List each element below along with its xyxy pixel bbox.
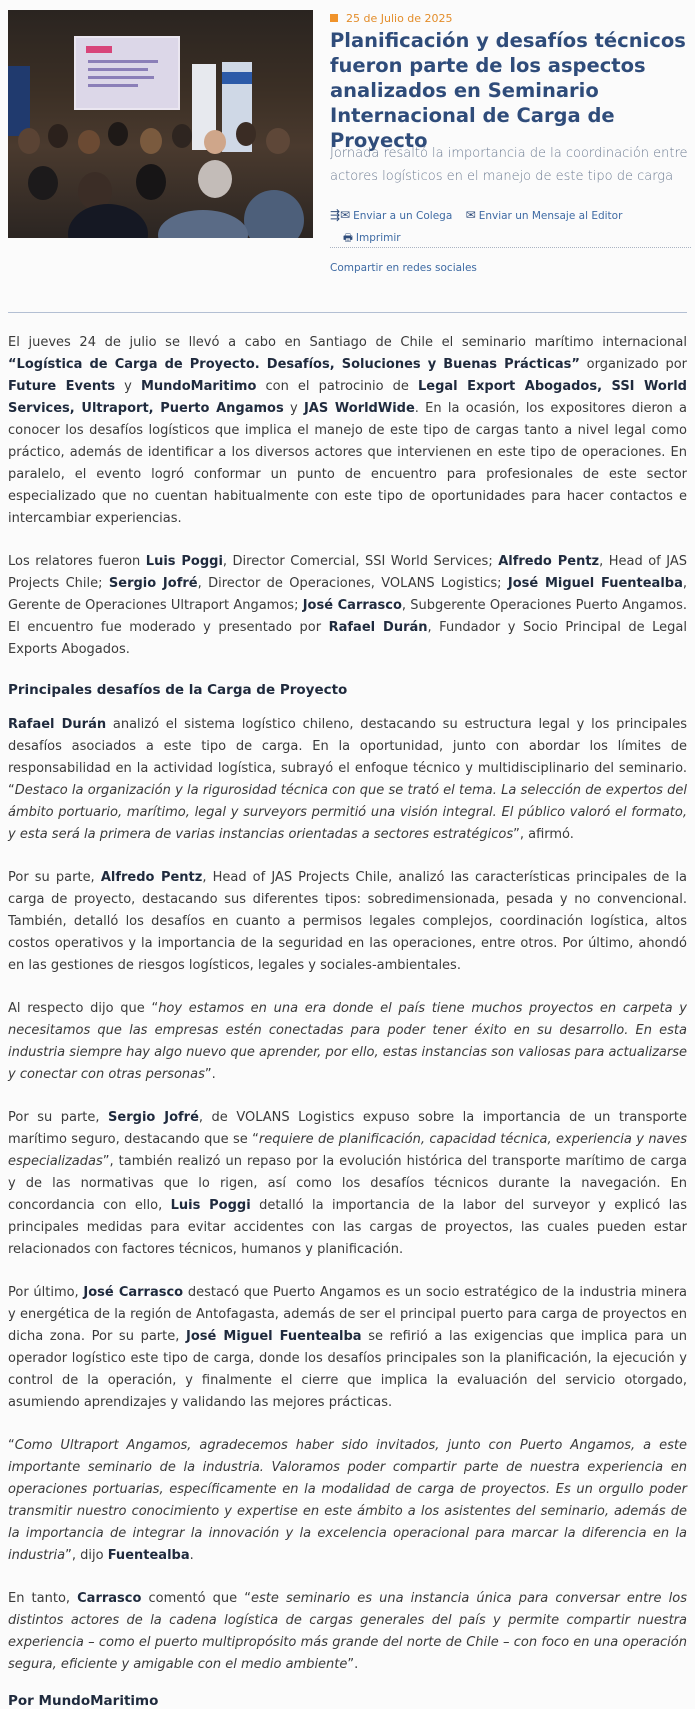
text-run: Al respecto dijo que “	[8, 1001, 159, 1016]
text-run: , Head of JAS Projects Chile;	[8, 554, 687, 591]
bold-text: José Carrasco	[302, 598, 402, 613]
bold-text: José Miguel Fuentealba	[507, 576, 683, 591]
photo-person	[78, 130, 100, 154]
photo-screen-line	[88, 84, 138, 87]
paragraph-6	[8, 1107, 687, 1261]
text-run: , Fundador y Socio Principal de Legal Exports Abogados.	[8, 620, 687, 657]
photo-person	[48, 124, 68, 148]
paragraph-2	[8, 551, 687, 661]
article-body	[8, 312, 687, 1709]
bold-text: Carrasco	[77, 1591, 142, 1606]
bold-text: Rafael Durán	[8, 717, 107, 732]
bold-text: Sergio Jofré	[108, 576, 198, 591]
quote-text: Destaco la organización y la rigurosidad técnica con que se trató el tema. La selección de expertos del ámbito portuario, marítimo, legal y surveyors permitió una visión integral. El público valoró el formato, y esta será la primera de varias instancias orientadas a sectores estratégicos	[8, 783, 687, 842]
photo-audience	[8, 120, 313, 238]
text-run: ”, también realizó un repaso por la evolución histórica del transporte marítimo de carga y de las normativas que lo rigen, así como los desafíos técnicos durante la navegación. En concordancia con ello,	[8, 1154, 687, 1213]
text-run: detalló la importancia de la labor del surveyor y explicó las principales medidas para evitar accidentes con las cargas de proyectos, las cuales pueden estar relacionados con factores técnicos, humanos y planificación.	[8, 1198, 687, 1257]
photo-person	[18, 128, 40, 154]
quote-text: hoy estamos en una era donde el país tiene muchos proyectos en carpeta y necesitamos que las empresas estén conectadas para poder tener éxito en su desarrollo. En esta industria siempre hay algo nuevo que aprender, por ello, estas instancias son valiosas para actualizarse y conectar con otras personas	[8, 1001, 687, 1082]
printer-icon: 🖶	[343, 232, 353, 244]
text-run: , Subgerente Operaciones Puerto Angamos. El encuentro fue moderado y presentado por	[8, 598, 687, 635]
bold-text: MundoMaritimo	[140, 379, 257, 394]
send-editor-link[interactable]	[466, 208, 623, 222]
photo-screen-line	[88, 76, 154, 79]
email-forward-icon: ⇶✉	[330, 208, 351, 222]
text-run: ”.	[347, 1657, 359, 1672]
bold-text: Fuentealba	[107, 1548, 190, 1563]
text-run: En tanto,	[8, 1591, 78, 1606]
bold-text: Alfredo Pentz	[100, 870, 203, 885]
share-social-link[interactable]: Compartir en redes sociales	[330, 262, 477, 274]
bold-text: Rafael Durán	[328, 620, 428, 635]
text-run: destacó que Puerto Angamos es un socio estratégico de la industria minera y energética de la región de Antofagasta, además de ser el principal puerto para carga de proyectos en dicha zona. Por su parte,	[8, 1285, 688, 1344]
text-run: con el patrocinio de	[256, 379, 418, 394]
article-date	[330, 12, 453, 25]
send-colleague-link[interactable]	[330, 208, 452, 222]
article-header	[8, 0, 687, 312]
bold-text: “Logística de Carga de Proyecto. Desafíos, Soluciones y Buenas Prácticas”	[8, 357, 580, 372]
photo-person	[244, 190, 304, 238]
photo-screen-line	[88, 60, 158, 63]
send-colleague-label: Enviar a un Colega	[353, 210, 453, 222]
text-run: El jueves 24 de julio se llevó a cabo en Santiago de Chile el seminario marítimo internacional	[8, 335, 687, 350]
article-byline: Por MundoMaritimo	[8, 1693, 159, 1709]
paragraph-5	[8, 998, 687, 1086]
bold-text: Alfredo Pentz	[498, 554, 600, 569]
section-heading: Principales desafíos de la Carga de Proyecto	[8, 682, 348, 698]
bold-text: Legal Export Abogados, SSI World Services, Ultraport, Puerto Angamos	[8, 379, 687, 416]
photo-person	[266, 128, 290, 154]
paragraph-4	[8, 867, 687, 977]
print-link[interactable]	[343, 230, 401, 248]
bold-text: Luis Poggi	[145, 554, 223, 569]
bold-text: Future Events	[8, 379, 116, 394]
text-run: comentó que “	[141, 1591, 252, 1606]
header-rule	[8, 312, 687, 313]
photo-person	[108, 122, 128, 146]
quote-text: requiere de planificación, capacidad técnica, experiencia y naves especializadas	[8, 1132, 687, 1169]
text-run: Por su parte,	[8, 870, 101, 885]
quote-text: este seminario es una instancia única para conversar entre los distintos actores de la cadena logística de cargas generales del país y permite compartir nuestra experiencia – como el puerto multipropósito más grande del norte de Chile – con foco en una operación segura, eficiente y amigable con el medio ambiente	[8, 1591, 687, 1672]
photo-screen-line	[88, 68, 148, 71]
photo-person	[204, 130, 226, 154]
print-label: Imprimir	[355, 232, 401, 244]
date-square-icon	[330, 14, 338, 22]
photo-person	[198, 160, 232, 198]
paragraph-8	[8, 1435, 687, 1567]
photo-person	[158, 210, 248, 238]
bold-text: Sergio Jofré	[108, 1110, 199, 1125]
photo-screen-bar	[86, 46, 112, 53]
photo-person	[236, 122, 256, 146]
text-run: Por último,	[8, 1285, 84, 1300]
article-photo	[8, 10, 313, 238]
bold-text: JAS WorldWide	[303, 401, 415, 416]
bold-text: Luis Poggi	[170, 1198, 251, 1213]
bold-text: José Carrasco	[83, 1285, 184, 1300]
text-run: organizado por	[579, 357, 687, 372]
bold-text: José Miguel Fuentealba	[186, 1329, 362, 1344]
paragraph-9	[8, 1588, 687, 1676]
photo-person	[136, 164, 166, 200]
photo-person	[172, 124, 192, 148]
paragraph-7	[8, 1282, 687, 1414]
send-editor-label: Enviar un Mensaje al Editor	[478, 210, 623, 222]
photo-projection-screen	[74, 36, 180, 110]
tools-divider	[330, 247, 691, 248]
text-run: Por su parte,	[8, 1110, 109, 1125]
text-run: ”, dijo	[65, 1548, 108, 1563]
text-run: y	[283, 401, 304, 416]
text-run: . En la ocasión, los expositores dieron a conocer los desafíos logísticos que implica el manejo de este tipo de cargas tanto a nivel legal como práctico, además de identificar a los diversos actores que intervienen en este tipo de operaciones. En paralelo, el evento logró conformar un punto de encuentro para profesionales de este sector especializado que no cuentan habitualmente con este tipo de oportunidades para hacer contactos e intercambiar experiencias.	[8, 401, 687, 526]
article-subtitle: Jornada resaltó la importancia de la coordinación entre actores logísticos en el manejo de este tipo de carga	[330, 146, 688, 184]
text-run: , Director de Operaciones, VOLANS Logistics;	[197, 576, 508, 591]
quote-text: Como Ultraport Angamos, agradecemos haber sido invitados, junto con Puerto Angamos, a este importante seminario de la industria. Valoramos poder compartir parte de nuestra experiencia en operaciones portuarias, específicamente en la modalidad de carga de proyectos. Es un orgullo poder transmitir nuestro conocimiento y expertise en este ámbito a los asistentes del seminario, además de la importancia de integrar la innovación y la excelencia operacional para marcar la diferencia en la industria	[8, 1438, 687, 1563]
text-run: , Head of JAS Projects Chile, analizó las características principales de la carga de proyecto, destacando sus diferentes tipos: sobredimensionada, pesada y no convencional. También, detalló los desafíos en cuanto a permisos legales complejos, coordinación logística, altos costos operativos y la importancia de la seguridad en las operaciones, entre otros. Por último, ahondó en las gestiones de riesgos logísticos, legales y sociales-ambientales.	[8, 870, 688, 973]
article-title: Planificación y desafíos técnicos fueron parte de los aspectos analizados en Seminario Internacional de Carga de Proyecto	[330, 29, 686, 152]
text-run: ”.	[204, 1067, 216, 1082]
text-run: Los relatores fueron	[8, 554, 146, 569]
article-tools	[330, 208, 632, 222]
paragraph-3	[8, 714, 687, 846]
text-run: , de VOLANS Logistics expuso sobre la importancia de un transporte marítimo seguro, destacando que se “	[8, 1110, 687, 1147]
photo-person	[140, 128, 162, 154]
email-icon: ✉	[465, 208, 476, 222]
photo-banner-stripe	[222, 72, 252, 84]
text-run: , Gerente de Operaciones Ultraport Angamos;	[8, 576, 687, 613]
text-run: .	[189, 1548, 194, 1563]
text-run: ”, afirmó.	[513, 827, 574, 842]
photo-person	[68, 204, 148, 238]
text-run: “	[8, 1438, 15, 1453]
article-date-text: 25 de Julio de 2025	[346, 12, 453, 25]
text-run: se refirió a las exigencias que implica para un operador logístico este tipo de carga, donde los desafíos principales son la planificación, la ejecución y control de la operación, y finalmente el cierre que implica la evaluación del servicio otorgado, asumiendo aprendizajes y validando las mejores prácticas.	[8, 1329, 688, 1410]
article-page	[8, 0, 687, 1709]
text-run: , Director Comercial, SSI World Services;	[222, 554, 499, 569]
text-run: analizó el sistema logístico chileno, destacando su estructura legal y los principales desafíos asociados a este tipo de carga. En la oportunidad, junto con abordar los límites de responsabilidad en la actividad logística, subrayó el enfoque técnico y multidisciplinario del seminario. “	[8, 717, 687, 798]
text-run: y	[115, 379, 141, 394]
paragraph-1	[8, 332, 687, 530]
photo-person	[28, 166, 58, 200]
